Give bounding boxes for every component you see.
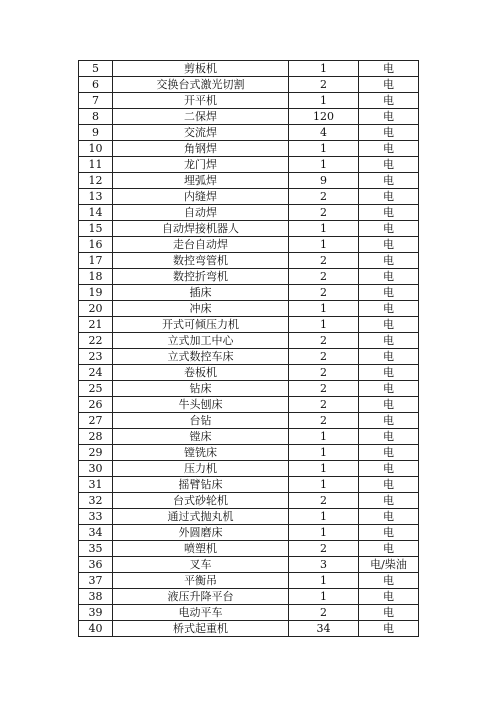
- row-number-cell: 20: [79, 301, 113, 317]
- table-row: [79, 557, 419, 573]
- power-source-cell: 电: [359, 413, 419, 429]
- power-source-cell: 电: [359, 93, 419, 109]
- equipment-name-cell: 开平机: [113, 93, 289, 109]
- power-source-cell: 电: [359, 253, 419, 269]
- equipment-name-cell: 牛头刨床: [113, 397, 289, 413]
- table-row: [79, 589, 419, 605]
- power-source-cell: 电: [359, 349, 419, 365]
- row-number-cell: 11: [79, 157, 113, 173]
- row-number-cell: 10: [79, 141, 113, 157]
- row-number-cell: 14: [79, 205, 113, 221]
- row-number-cell: 9: [79, 125, 113, 141]
- equipment-name-cell: 喷塑机: [113, 541, 289, 557]
- power-source-cell: 电: [359, 493, 419, 509]
- row-number-cell: 31: [79, 477, 113, 493]
- quantity-cell: 1: [289, 237, 359, 253]
- table-row: [79, 381, 419, 397]
- power-source-cell: 电: [359, 221, 419, 237]
- quantity-cell: 1: [289, 157, 359, 173]
- table-row: [79, 525, 419, 541]
- table-row: [79, 61, 419, 77]
- power-source-cell: 电: [359, 605, 419, 621]
- power-source-cell: 电: [359, 269, 419, 285]
- power-source-cell: 电: [359, 397, 419, 413]
- row-number-cell: 37: [79, 573, 113, 589]
- row-number-cell: 25: [79, 381, 113, 397]
- power-source-cell: 电: [359, 285, 419, 301]
- row-number-cell: 18: [79, 269, 113, 285]
- power-source-cell: 电: [359, 189, 419, 205]
- row-number-cell: 22: [79, 333, 113, 349]
- table-row: [79, 621, 419, 637]
- table-row: [79, 349, 419, 365]
- row-number-cell: 26: [79, 397, 113, 413]
- quantity-cell: 1: [289, 525, 359, 541]
- equipment-table: [78, 60, 419, 637]
- equipment-name-cell: 镗床: [113, 429, 289, 445]
- quantity-cell: 2: [289, 333, 359, 349]
- quantity-cell: 1: [289, 509, 359, 525]
- quantity-cell: 1: [289, 221, 359, 237]
- quantity-cell: 1: [289, 573, 359, 589]
- power-source-cell: 电: [359, 77, 419, 93]
- equipment-name-cell: 二保焊: [113, 109, 289, 125]
- row-number-cell: 13: [79, 189, 113, 205]
- table-row: [79, 605, 419, 621]
- quantity-cell: 2: [289, 269, 359, 285]
- quantity-cell: 2: [289, 189, 359, 205]
- power-source-cell: 电: [359, 157, 419, 173]
- quantity-cell: 9: [289, 173, 359, 189]
- power-source-cell: 电: [359, 525, 419, 541]
- table-row: [79, 157, 419, 173]
- quantity-cell: 1: [289, 141, 359, 157]
- equipment-name-cell: 数控弯管机: [113, 253, 289, 269]
- row-number-cell: 6: [79, 77, 113, 93]
- table-row: [79, 125, 419, 141]
- table-row: [79, 461, 419, 477]
- equipment-name-cell: 外圆磨床: [113, 525, 289, 541]
- quantity-cell: 1: [289, 301, 359, 317]
- quantity-cell: 2: [289, 205, 359, 221]
- power-source-cell: 电: [359, 365, 419, 381]
- quantity-cell: 2: [289, 493, 359, 509]
- row-number-cell: 27: [79, 413, 113, 429]
- quantity-cell: 2: [289, 381, 359, 397]
- quantity-cell: 1: [289, 429, 359, 445]
- quantity-cell: 2: [289, 285, 359, 301]
- table-row: [79, 509, 419, 525]
- quantity-cell: 2: [289, 349, 359, 365]
- equipment-name-cell: 叉车: [113, 557, 289, 573]
- table-row: [79, 173, 419, 189]
- power-source-cell: 电: [359, 205, 419, 221]
- table-row: [79, 477, 419, 493]
- table-row: [79, 413, 419, 429]
- equipment-name-cell: 交流焊: [113, 125, 289, 141]
- power-source-cell: 电/柴油: [359, 557, 419, 573]
- table-row: [79, 269, 419, 285]
- row-number-cell: 12: [79, 173, 113, 189]
- power-source-cell: 电: [359, 541, 419, 557]
- row-number-cell: 23: [79, 349, 113, 365]
- row-number-cell: 7: [79, 93, 113, 109]
- equipment-name-cell: 冲床: [113, 301, 289, 317]
- row-number-cell: 39: [79, 605, 113, 621]
- power-source-cell: 电: [359, 333, 419, 349]
- equipment-name-cell: 内缝焊: [113, 189, 289, 205]
- table-row: [79, 141, 419, 157]
- table-row: [79, 285, 419, 301]
- row-number-cell: 19: [79, 285, 113, 301]
- equipment-name-cell: 镗铣床: [113, 445, 289, 461]
- table-row: [79, 317, 419, 333]
- equipment-name-cell: 数控折弯机: [113, 269, 289, 285]
- power-source-cell: 电: [359, 461, 419, 477]
- equipment-name-cell: 液压升降平台: [113, 589, 289, 605]
- equipment-name-cell: 立式数控车床: [113, 349, 289, 365]
- row-number-cell: 24: [79, 365, 113, 381]
- equipment-name-cell: 钻床: [113, 381, 289, 397]
- table-row: [79, 541, 419, 557]
- row-number-cell: 28: [79, 429, 113, 445]
- quantity-cell: 2: [289, 365, 359, 381]
- quantity-cell: 1: [289, 589, 359, 605]
- quantity-cell: 1: [289, 93, 359, 109]
- equipment-name-cell: 压力机: [113, 461, 289, 477]
- table-row: [79, 493, 419, 509]
- table-row: [79, 397, 419, 413]
- row-number-cell: 35: [79, 541, 113, 557]
- table-row: [79, 365, 419, 381]
- quantity-cell: 2: [289, 605, 359, 621]
- equipment-name-cell: 台钻: [113, 413, 289, 429]
- row-number-cell: 30: [79, 461, 113, 477]
- row-number-cell: 5: [79, 61, 113, 77]
- quantity-cell: 2: [289, 397, 359, 413]
- row-number-cell: 8: [79, 109, 113, 125]
- power-source-cell: 电: [359, 109, 419, 125]
- quantity-cell: 3: [289, 557, 359, 573]
- equipment-name-cell: 自动焊: [113, 205, 289, 221]
- quantity-cell: 1: [289, 445, 359, 461]
- power-source-cell: 电: [359, 509, 419, 525]
- table-row: [79, 253, 419, 269]
- row-number-cell: 17: [79, 253, 113, 269]
- table-row: [79, 333, 419, 349]
- equipment-name-cell: 开式可倾压力机: [113, 317, 289, 333]
- quantity-cell: 1: [289, 477, 359, 493]
- table-row: [79, 93, 419, 109]
- power-source-cell: 电: [359, 589, 419, 605]
- table-row: [79, 237, 419, 253]
- equipment-name-cell: 交换台式激光切割: [113, 77, 289, 93]
- power-source-cell: 电: [359, 381, 419, 397]
- row-number-cell: 32: [79, 493, 113, 509]
- power-source-cell: 电: [359, 125, 419, 141]
- power-source-cell: 电: [359, 429, 419, 445]
- quantity-cell: 2: [289, 253, 359, 269]
- equipment-name-cell: 角钢焊: [113, 141, 289, 157]
- equipment-name-cell: 桥式起重机: [113, 621, 289, 637]
- row-number-cell: 36: [79, 557, 113, 573]
- power-source-cell: 电: [359, 477, 419, 493]
- table-row: [79, 205, 419, 221]
- quantity-cell: 1: [289, 461, 359, 477]
- row-number-cell: 29: [79, 445, 113, 461]
- table-row: [79, 429, 419, 445]
- equipment-name-cell: 埋弧焊: [113, 173, 289, 189]
- row-number-cell: 40: [79, 621, 113, 637]
- equipment-name-cell: 通过式抛丸机: [113, 509, 289, 525]
- equipment-name-cell: 平衡吊: [113, 573, 289, 589]
- table-row: [79, 109, 419, 125]
- row-number-cell: 16: [79, 237, 113, 253]
- quantity-cell: 1: [289, 317, 359, 333]
- equipment-name-cell: 剪板机: [113, 61, 289, 77]
- quantity-cell: 1: [289, 61, 359, 77]
- table-row: [79, 221, 419, 237]
- quantity-cell: 4: [289, 125, 359, 141]
- power-source-cell: 电: [359, 621, 419, 637]
- power-source-cell: 电: [359, 141, 419, 157]
- power-source-cell: 电: [359, 445, 419, 461]
- power-source-cell: 电: [359, 573, 419, 589]
- quantity-cell: 2: [289, 541, 359, 557]
- table-row: [79, 301, 419, 317]
- equipment-name-cell: 走台自动焊: [113, 237, 289, 253]
- quantity-cell: 34: [289, 621, 359, 637]
- table-row: [79, 573, 419, 589]
- quantity-cell: 2: [289, 413, 359, 429]
- equipment-table-body: [79, 61, 419, 637]
- table-row: [79, 445, 419, 461]
- document-page: [78, 60, 418, 637]
- power-source-cell: 电: [359, 61, 419, 77]
- power-source-cell: 电: [359, 317, 419, 333]
- equipment-name-cell: 电动平车: [113, 605, 289, 621]
- equipment-name-cell: 自动焊接机器人: [113, 221, 289, 237]
- table-row: [79, 77, 419, 93]
- row-number-cell: 38: [79, 589, 113, 605]
- equipment-name-cell: 插床: [113, 285, 289, 301]
- equipment-name-cell: 立式加工中心: [113, 333, 289, 349]
- equipment-name-cell: 摇臂钻床: [113, 477, 289, 493]
- equipment-name-cell: 台式砂轮机: [113, 493, 289, 509]
- quantity-cell: 2: [289, 77, 359, 93]
- power-source-cell: 电: [359, 173, 419, 189]
- equipment-name-cell: 龙门焊: [113, 157, 289, 173]
- row-number-cell: 21: [79, 317, 113, 333]
- power-source-cell: 电: [359, 237, 419, 253]
- row-number-cell: 33: [79, 509, 113, 525]
- table-row: [79, 189, 419, 205]
- equipment-name-cell: 卷板机: [113, 365, 289, 381]
- power-source-cell: 电: [359, 301, 419, 317]
- row-number-cell: 15: [79, 221, 113, 237]
- row-number-cell: 34: [79, 525, 113, 541]
- quantity-cell: 120: [289, 109, 359, 125]
